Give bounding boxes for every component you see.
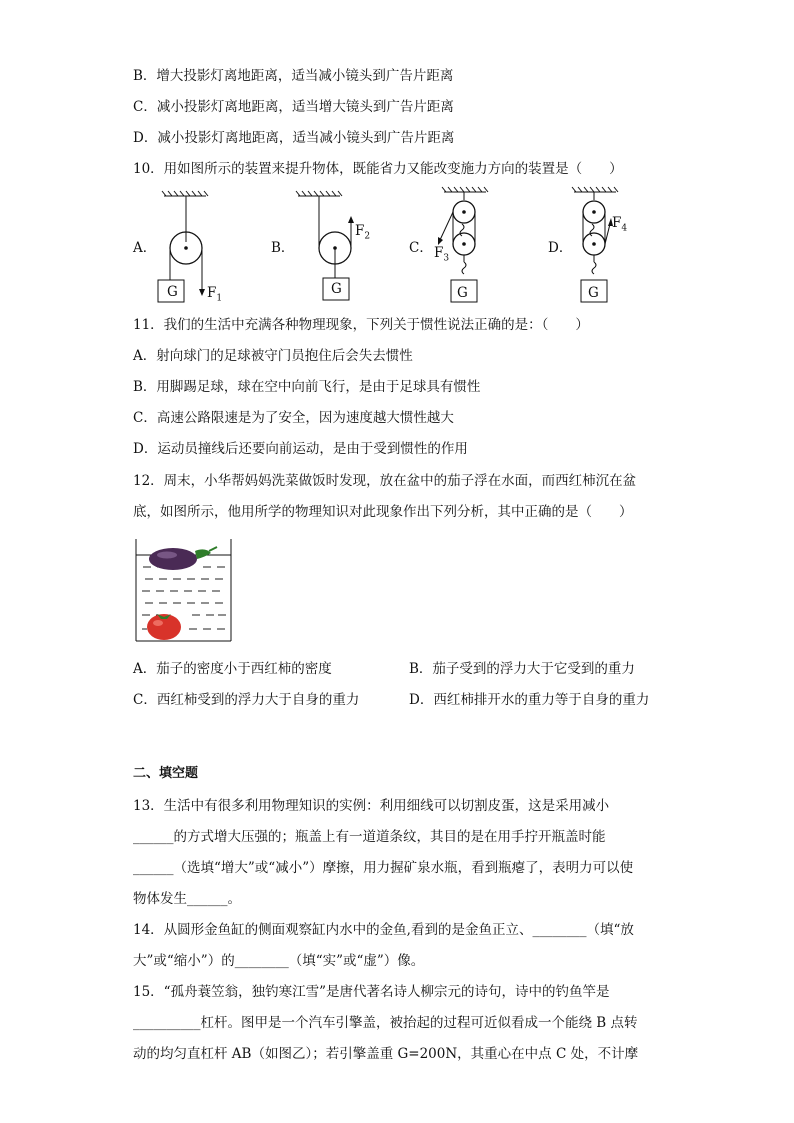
q9-option-d: D．减小投影灯离地距离，适当减小镜头到广告片距离 (133, 130, 455, 146)
weight-label-a: G (167, 284, 178, 300)
basin-illustration (133, 537, 237, 645)
q12-option-d: D．西红柿排开水的重力等于自身的重力 (409, 692, 650, 708)
q13-line1: 13．生活中有很多利用物理知识的实例：利用细线可以切割皮蛋，这是采用减小 (133, 798, 610, 814)
force-label-f1 (207, 285, 222, 307)
q11-stem: 11．我们的生活中充满各种物理现象，下列关于惯性说法正确的是：（ ） (133, 317, 589, 333)
pulley-diagram-d (566, 186, 656, 308)
force-f3-letter: F (434, 245, 444, 261)
force-f1-letter: F (207, 285, 217, 301)
q9-option-c: C．减小投影灯离地距离，适当增大镜头到广告片距离 (133, 99, 454, 115)
q15-line2: __________杠杆。图甲是一个汽车引擎盖，被抬起的过程可近似看成一个能绕 B 点转 (133, 1015, 638, 1031)
q12-stem-line1: 12．周末，小华帮妈妈洗菜做饭时发现，放在盆中的茄子浮在水面，而西红柿沉在盆 (133, 473, 637, 489)
q11-option-d: D．运动员撞线后还要向前运动，是由于受到惯性的作用 (133, 441, 468, 457)
q12-option-c: C．西红柿受到的浮力大于自身的重力 (133, 692, 360, 708)
q10-label-b: B． (271, 240, 295, 256)
q10-label-c: C． (409, 240, 433, 256)
q10-label-d: D． (548, 240, 573, 256)
q13-line3: ______（选填“增大”或“减小”）摩擦，用力握矿泉水瓶，看到瓶瘪了，表明力可以使 (133, 860, 634, 876)
force-f2-subscript: 2 (364, 231, 371, 242)
weight-label-c: G (457, 285, 468, 301)
q14-line2: 大”或“缩小”）的________（填“实”或“虚”）像。 (133, 953, 425, 969)
q11-option-a: A．射向球门的足球被守门员抱住后会失去惯性 (133, 348, 413, 364)
q11-option-b: B．用脚踢足球，球在空中向前飞行，是由于足球具有惯性 (133, 379, 481, 395)
q11-option-c: C．高速公路限速是为了安全，因为速度越大惯性越大 (133, 410, 454, 426)
q9-option-b: B．增大投影灯离地距离，适当减小镜头到广告片距离 (133, 68, 454, 84)
q12-option-a: A．茄子的密度小于西红柿的密度 (133, 661, 332, 677)
q15-line1: 15．“孤舟蓑笠翁，独钓寒江雪”是唐代著名诗人柳宗元的诗句，诗中的钓鱼竿是 (133, 984, 610, 1000)
q12-option-b: B．茄子受到的浮力大于它受到的重力 (409, 661, 635, 677)
force-f3-subscript: 3 (443, 253, 450, 264)
force-f4-subscript: 4 (621, 223, 628, 234)
q10-stem: 10．用如图所示的装置来提升物体，既能省力又能改变施力方向的装置是（ ） (133, 161, 623, 177)
force-f1-subscript: 1 (216, 293, 223, 304)
force-label-f4 (612, 215, 627, 237)
q13-line2: ______的方式增大压强的；瓶盖上有一道道条纹，其目的是在用手拧开瓶盖时能 (133, 829, 606, 845)
force-f4-letter: F (612, 215, 622, 231)
q15-line3: 动的均匀直杠杆 AB（如图乙）；若引擎盖重 G=200N，其重心在中点 C 处，不计摩 (133, 1046, 639, 1062)
pulley-diagram-a (150, 190, 240, 308)
section-title: 二、填空题 (133, 766, 199, 781)
weight-label-d: G (588, 285, 599, 301)
force-label-f3 (434, 245, 449, 267)
q13-line4: 物体发生______。 (133, 891, 241, 907)
force-label-f2 (355, 223, 370, 245)
q10-label-a: A． (133, 240, 157, 256)
q14-line1: 14．从圆形金鱼缸的侧面观察缸内水中的金鱼,看到的是金鱼正立、________（填“放 (133, 922, 634, 938)
force-f2-letter: F (355, 223, 365, 239)
q12-stem-line2: 底，如图所示，他用所学的物理知识对此现象作出下列分析，其中正确的是（ ） (133, 504, 633, 520)
weight-label-b: G (331, 281, 342, 297)
